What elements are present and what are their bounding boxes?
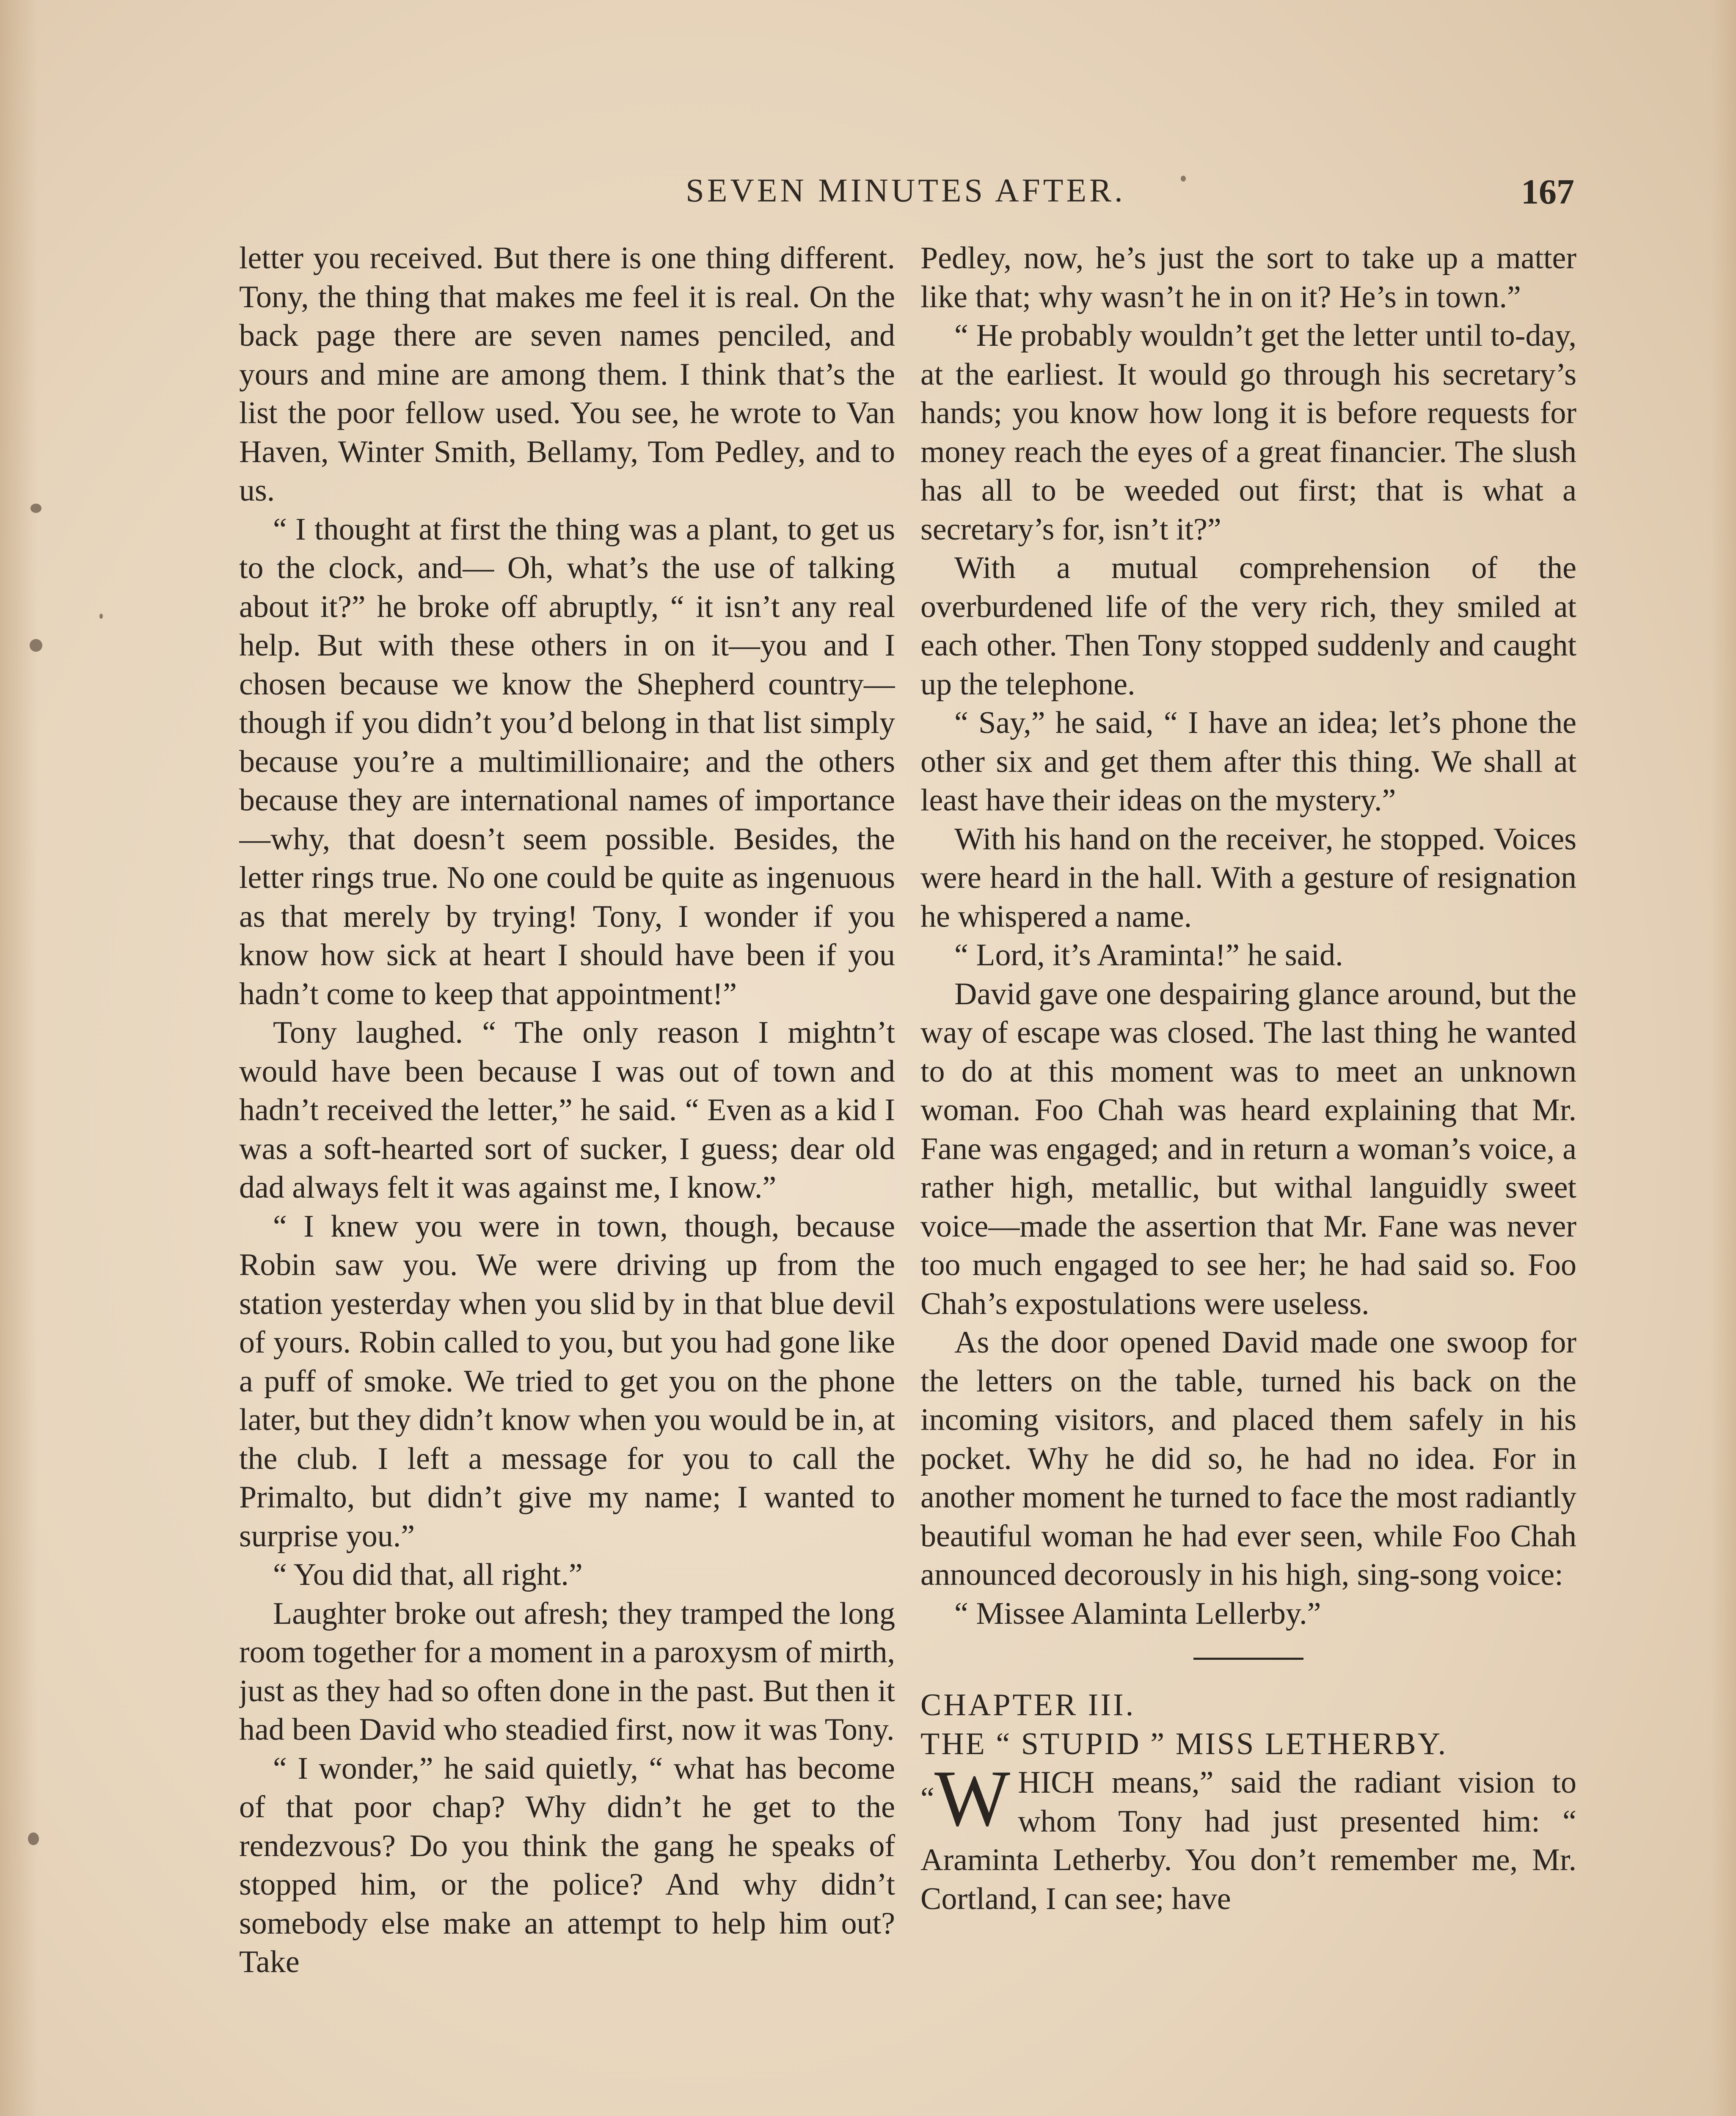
page-edge-shadow-right: [1711, 0, 1736, 2116]
paper-speck: [28, 1832, 39, 1845]
chapter-divider-rule: [1193, 1658, 1303, 1660]
paragraph: Tony laughed. “ The only reason I mightn’t would have been because I was out of town and hadn’t received the letter,” he said. “ Even as a kid I was a soft-hearted sort of sucker, I guess; dear old dad always felt it was against me, I know.”: [239, 1015, 895, 1205]
paragraph: “ I knew you were in town, though, because Robin saw you. We were driving up from the station yesterday when you slid by in that blue devil of yours. Robin called to you, but you had gone like a puff of smoke. We tried to get you on the phone later, but they didn’t know when you would be in, at the club. I left a message for you to call the Primalto, but didn’t give my name; I wanted to surprise you.”: [239, 1209, 895, 1554]
drop-cap-letter: W: [934, 1754, 1011, 1843]
right-column: [920, 239, 1576, 2116]
paragraph: Pedley, now, he’s just the sort to take up a matter like that; why wasn’t he in on it? He’s in town.”: [920, 241, 1576, 314]
paper-speck: [30, 504, 41, 513]
paragraph: David gave one despairing glance around, but the way of escape was closed. The last thing he wanted to do at this moment was to meet an unknown woman. Foo Chah was heard explaining that Mr. Fane was engaged; and in return a woman’s voice, a rather high, metallic, but withal languidly sweet voice—made the assertion that Mr. Fane was never too much engaged to see her; he had said so. Foo Chah’s expostulations were useless.: [920, 976, 1576, 1321]
chapter-heading: CHAPTER III.: [920, 1688, 1136, 1722]
page-header: [237, 167, 1574, 222]
paragraph: With a mutual comprehension of the overburdened life of the very rich, they smiled at each other. Then Tony stopped suddenly and caught up the telephone.: [920, 551, 1576, 702]
chapter-subtitle: THE “ STUPID ” MISS LETHERBY.: [920, 1726, 1448, 1761]
paragraph: With his hand on the receiver, he stopped. Voices were heard in the hall. With a gesture of resignation he whispered a name.: [920, 821, 1576, 934]
paragraph: As the door opened David made one swoop for the letters on the table, turned his back on the incoming visitors, and placed them safely in his pocket. Why he did so, he had no idea. For in another moment he turned to face the most radiantly beautiful woman he had ever seen, while Foo Chah announced decorously in his high, sing-song voice:: [920, 1325, 1576, 1592]
running-head: SEVEN MINUTES AFTER.: [686, 172, 1126, 209]
drop-cap: [920, 1754, 1011, 1843]
paper-speck: [99, 614, 103, 619]
chapter-opening-text: HICH means,” said the radiant vision to whom Tony had just presented him: “ Araminta Letherby. You don’t remember me, Mr. Cortland, I can see; have: [920, 1765, 1576, 1916]
paragraph: Laughter broke out afresh; they tramped the long room together for a moment in a paroxysm of mirth, just as they had so often done in the past. But then it had been David who steadied first, now it was Tony.: [239, 1596, 895, 1747]
drop-cap-quote: “: [920, 1781, 934, 1816]
paragraph: “ I thought at first the thing was a plant, to get us to the clock, and— Oh, what’s the use of talking about it?” he broke off abruptly, “ it isn’t any real help. But with these others in on it—you and I chosen because we know the Shepherd country—though if you didn’t you’d belong in that list simply because you’re a multimillionaire; and the others because they are international names of importance—why, that doesn’t seem possible. Besides, the letter rings true. No one could be quite as ingenuous as that merely by trying! Tony, I wonder if you know how sick at heart I should have been if you hadn’t come to keep that appointment!”: [239, 512, 895, 1011]
chapter-opening-paragraph: [920, 1754, 1576, 1918]
paragraph: “ Missee Alaminta Lellerby.”: [954, 1596, 1321, 1631]
paper-speck: [30, 639, 42, 652]
page-number: 167: [1521, 172, 1574, 212]
paragraph: “ I wonder,” he said quietly, “ what has become of that poor chap? Why didn’t he get to the rendezvous? Do you think the gang he speaks of stopped him, or the police? And why didn’t somebody else make an attempt to help him out? Take: [239, 1751, 895, 1979]
paragraph: “ You did that, all right.”: [273, 1557, 583, 1592]
left-column: [239, 239, 895, 2116]
paragraph: “ Lord, it’s Araminta!” he said.: [954, 938, 1343, 973]
paragraph: “ Say,” he said, “ I have an idea; let’s phone the other six and get them after this thing. We shall at least have their ideas on the mystery.”: [920, 705, 1576, 818]
paragraph: letter you received. But there is one thing different. Tony, the thing that makes me feel it is real. On the back page there are seven names penciled, and yours and mine are among them. I think that’s the list the poor fellow used. You see, he wrote to Van Haven, Winter Smith, Bellamy, Tom Pedley, and to us.: [239, 241, 895, 508]
page-edge-shadow-left: [0, 0, 38, 2116]
paragraph: “ He probably wouldn’t get the letter until to-day, at the earliest. It would go through his secretary’s hands; you know how long it is before requests for money reach the eyes of a great financier. The slush has all to be weeded out first; that is what a secretary’s for, isn’t it?”: [920, 318, 1576, 547]
